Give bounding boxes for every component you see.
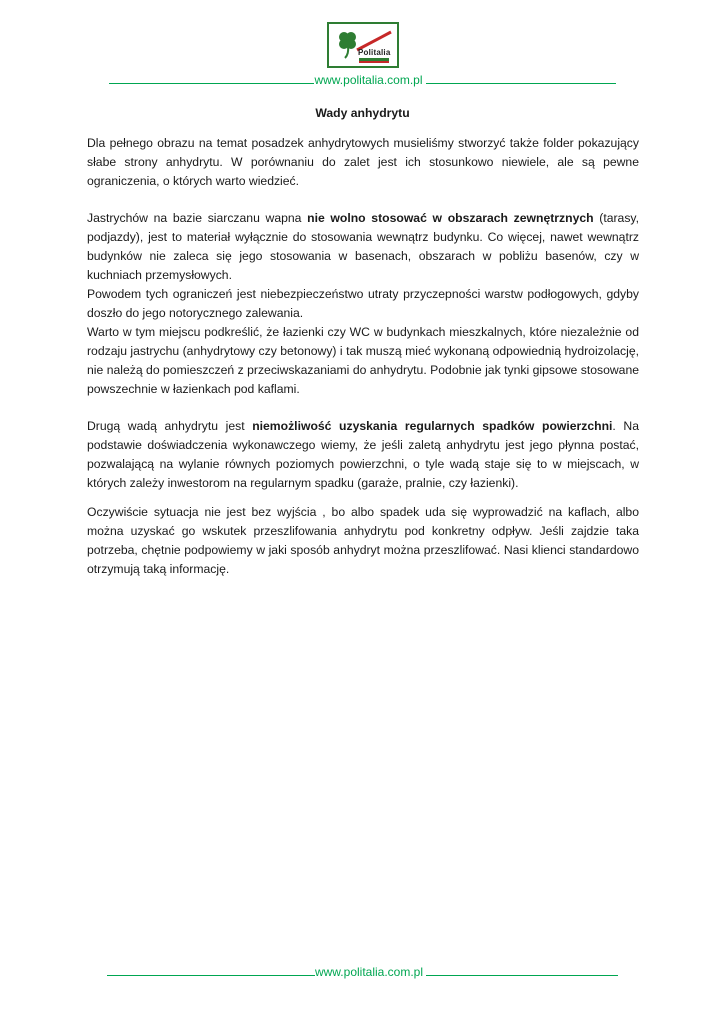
paragraph-reason: Powodem tych ograniczeń jest niebezpieczeństwo utraty przyczepności warstw podłogowych, gdyby doszło do jego notorycznego zalewania. [87,287,639,320]
footer-rule-right [426,964,618,976]
header-rule-right [426,72,616,84]
paragraph-slopes: Drugą wadą anhydrytu jest niemożliwość uzyskania regularnych spadków powierzchni. Na podstawie doświadczenia wykonawczego wiemy, że jeśli zaletą anhydrytu jest jego płynna postać, pozwalającą na wylanie równych poziomych powierzchni, o tyle wadą staje się to w miejscach, w których zależy inwestorom na regularnym spadku (garaże, pralnie, czy łazienki). [87,419,639,490]
emphasis-exterior: nie wolno stosować w obszarach zewnętrznych [307,211,594,225]
logo-text: Politalia [358,48,391,57]
footer-url[interactable]: www.politalia.com.pl [314,965,424,979]
politalia-logo [327,22,399,68]
page-header [0,22,725,68]
paragraph-bathrooms: Warto w tym miejscu podkreślić, że łazienki czy WC w budynkach mieszkalnych, które niezależnie od rodzaju jastrychu (anhydrytowy czy betonowy) i tak muszą mieć wykonaną odpowiednią hydroizolację, nie należą do pomieszczeń z przeciwskazaniami do anhydrytu. Podobnie jak tynki gipsowe stosowane powszechnie w łazienkach pod kaflami. [87,325,639,396]
header-url-line [0,72,725,87]
footer-rule-left [107,964,315,976]
document-title: Wady anhydrytu [315,106,410,120]
document-body [87,134,639,579]
header-rule-left [109,72,314,84]
emphasis-slopes: niemożliwość uzyskania regularnych spadków powierzchni [252,419,613,433]
paragraph-intro: Dla pełnego obrazu na temat posadzek anhydrytowych musieliśmy stworzyć także folder pokazujący słabe strony anhydrytu. W porównaniu do zalet jest ich stosunkowo niewiele, ale są pewne ograniczenia, o których warto wiedzieć. [87,136,639,188]
paragraph-solution: Oczywiście sytuacja nie jest bez wyjścia , bo albo spadek uda się wyprowadzić na kaflach, albo można uzyskać go wskutek przeszlifowania anhydrytu pod konkretny odpływ. Jeśli zajdzie taka potrzeba, chętnie podpowiemy w jaki sposób anhydryt można przeszlifować. Nasi klienci standardowo otrzymują taką informację. [87,505,639,576]
header-url[interactable]: www.politalia.com.pl [314,73,423,87]
paragraph-exterior-use: Jastrychów na bazie siarczanu wapna nie wolno stosować w obszarach zewnętrznych (tarasy, podjazdy), jest to materiał wyłącznie do stosowania wewnątrz budynku. Co więcej, nawet wewnątrz budynków nie zaleca się jego stosowania w basenach, obszarach w pobliżu basenów, czy w kuchniach przemysłowych. [87,211,639,282]
clover-icon [329,24,397,66]
footer-url-line [0,964,725,979]
